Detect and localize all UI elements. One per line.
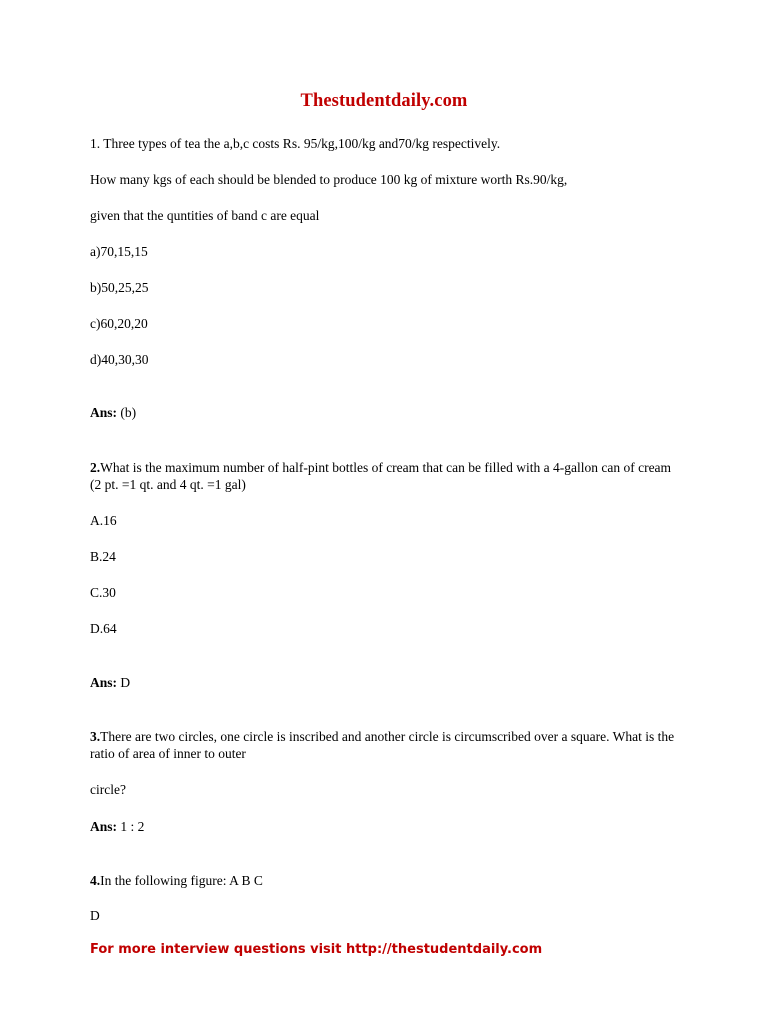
q3-answer-label: Ans:	[90, 819, 118, 834]
q2-option-c: C.30	[90, 585, 116, 600]
q4-text	[90, 872, 263, 889]
q1-text-line1: 1. Three types of tea the a,b,c costs Rs. 95/kg,100/kg and70/kg respectively.	[90, 136, 501, 151]
footer-link-text: For more interview questions visit http://thestudentdaily.com	[90, 942, 543, 957]
q1-option-c: c)60,20,20	[90, 316, 148, 331]
q2-answer-label: Ans:	[90, 675, 118, 690]
q4-number: 4.	[90, 873, 101, 888]
q1-text-line3: given that the quntities of band c are equal	[90, 208, 320, 223]
q2-answer	[90, 674, 130, 691]
q3-text	[90, 728, 690, 762]
q1-answer-label: Ans:	[90, 405, 118, 420]
q4-text-line2: D	[90, 908, 100, 923]
q3-text-line3: circle?	[90, 782, 126, 797]
q1-option-d: d)40,30,30	[90, 352, 149, 367]
q2-option-b: B.24	[90, 549, 116, 564]
q1-answer-value: (b)	[117, 405, 137, 420]
q3-question: There are two circles, one circle is inscribed and another circle is circumscribed over a square. What is the ratio of area of inner to outer	[90, 729, 675, 761]
q4-question: In the following figure: A B C	[100, 873, 263, 888]
q1-option-b: b)50,25,25	[90, 280, 149, 295]
q3-number: 3.	[90, 729, 101, 744]
q2-number: 2.	[90, 460, 101, 475]
q2-option-d: D.64	[90, 621, 117, 636]
q3-answer-value: 1 : 2	[117, 819, 145, 834]
q2-option-a: A.16	[90, 513, 117, 528]
q1-text-line2: How many kgs of each should be blended to produce 100 kg of mixture worth Rs.90/kg,	[90, 172, 568, 187]
q2-text	[90, 459, 680, 493]
q2-question: What is the maximum number of half-pint bottles of cream that can be filled with a 4-gallon can of cream (2 pt. =1 qt. and 4 qt. =1 gal)	[90, 460, 672, 492]
q3-answer	[90, 818, 144, 835]
site-title: Thestudentdaily.com	[300, 91, 468, 111]
q2-answer-value: D	[117, 675, 131, 690]
q1-answer	[90, 404, 136, 421]
q1-option-a: a)70,15,15	[90, 244, 148, 259]
